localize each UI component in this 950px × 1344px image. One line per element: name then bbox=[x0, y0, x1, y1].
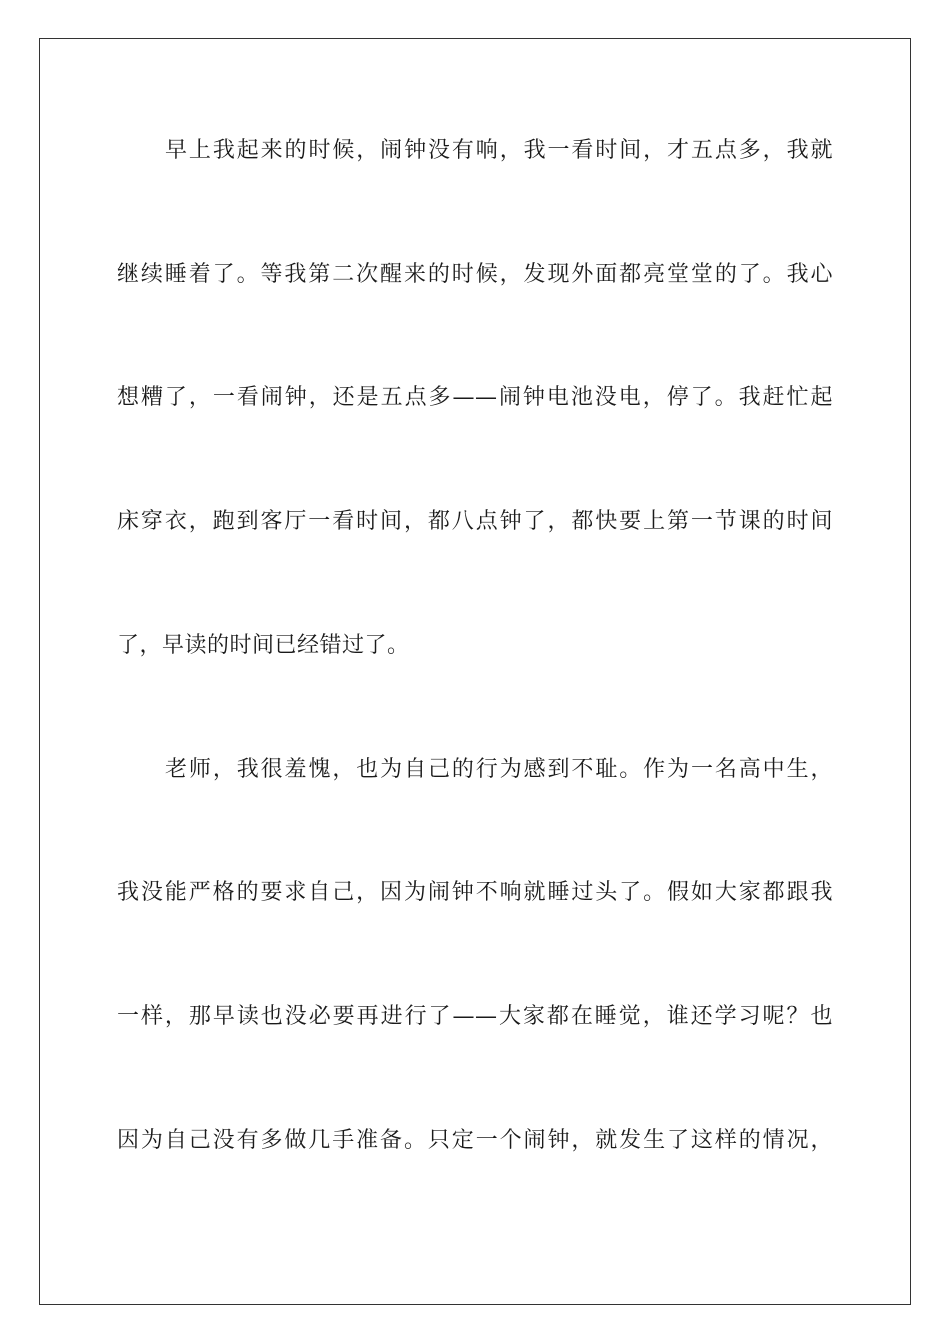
text-line: 因为自己没有多做几手准备。只定一个闹钟，就发生了这样的情况， bbox=[117, 1128, 833, 1153]
text-line: 我没能严格的要求自己，因为闹钟不响就睡过头了。假如大家都跟我 bbox=[117, 880, 833, 905]
text-line: 想糟了，一看闹钟，还是五点多——闹钟电池没电，停了。我赶忙起 bbox=[117, 385, 833, 410]
text-line: 老师，我很羞愧，也为自己的行为感到不耻。作为一名高中生， bbox=[165, 757, 833, 782]
text-line: 了，早读的时间已经错过了。 bbox=[117, 633, 410, 658]
text-line: 继续睡着了。等我第二次醒来的时候，发现外面都亮堂堂的了。我心 bbox=[117, 262, 833, 287]
text-line: 早上我起来的时候，闹钟没有响，我一看时间，才五点多，我就 bbox=[165, 138, 833, 163]
page-border bbox=[39, 38, 911, 1305]
text-line: 床穿衣，跑到客厅一看时间，都八点钟了，都快要上第一节课的时间 bbox=[117, 509, 833, 534]
text-line: 一样，那早读也没必要再进行了——大家都在睡觉，谁还学习呢？也 bbox=[117, 1004, 833, 1029]
